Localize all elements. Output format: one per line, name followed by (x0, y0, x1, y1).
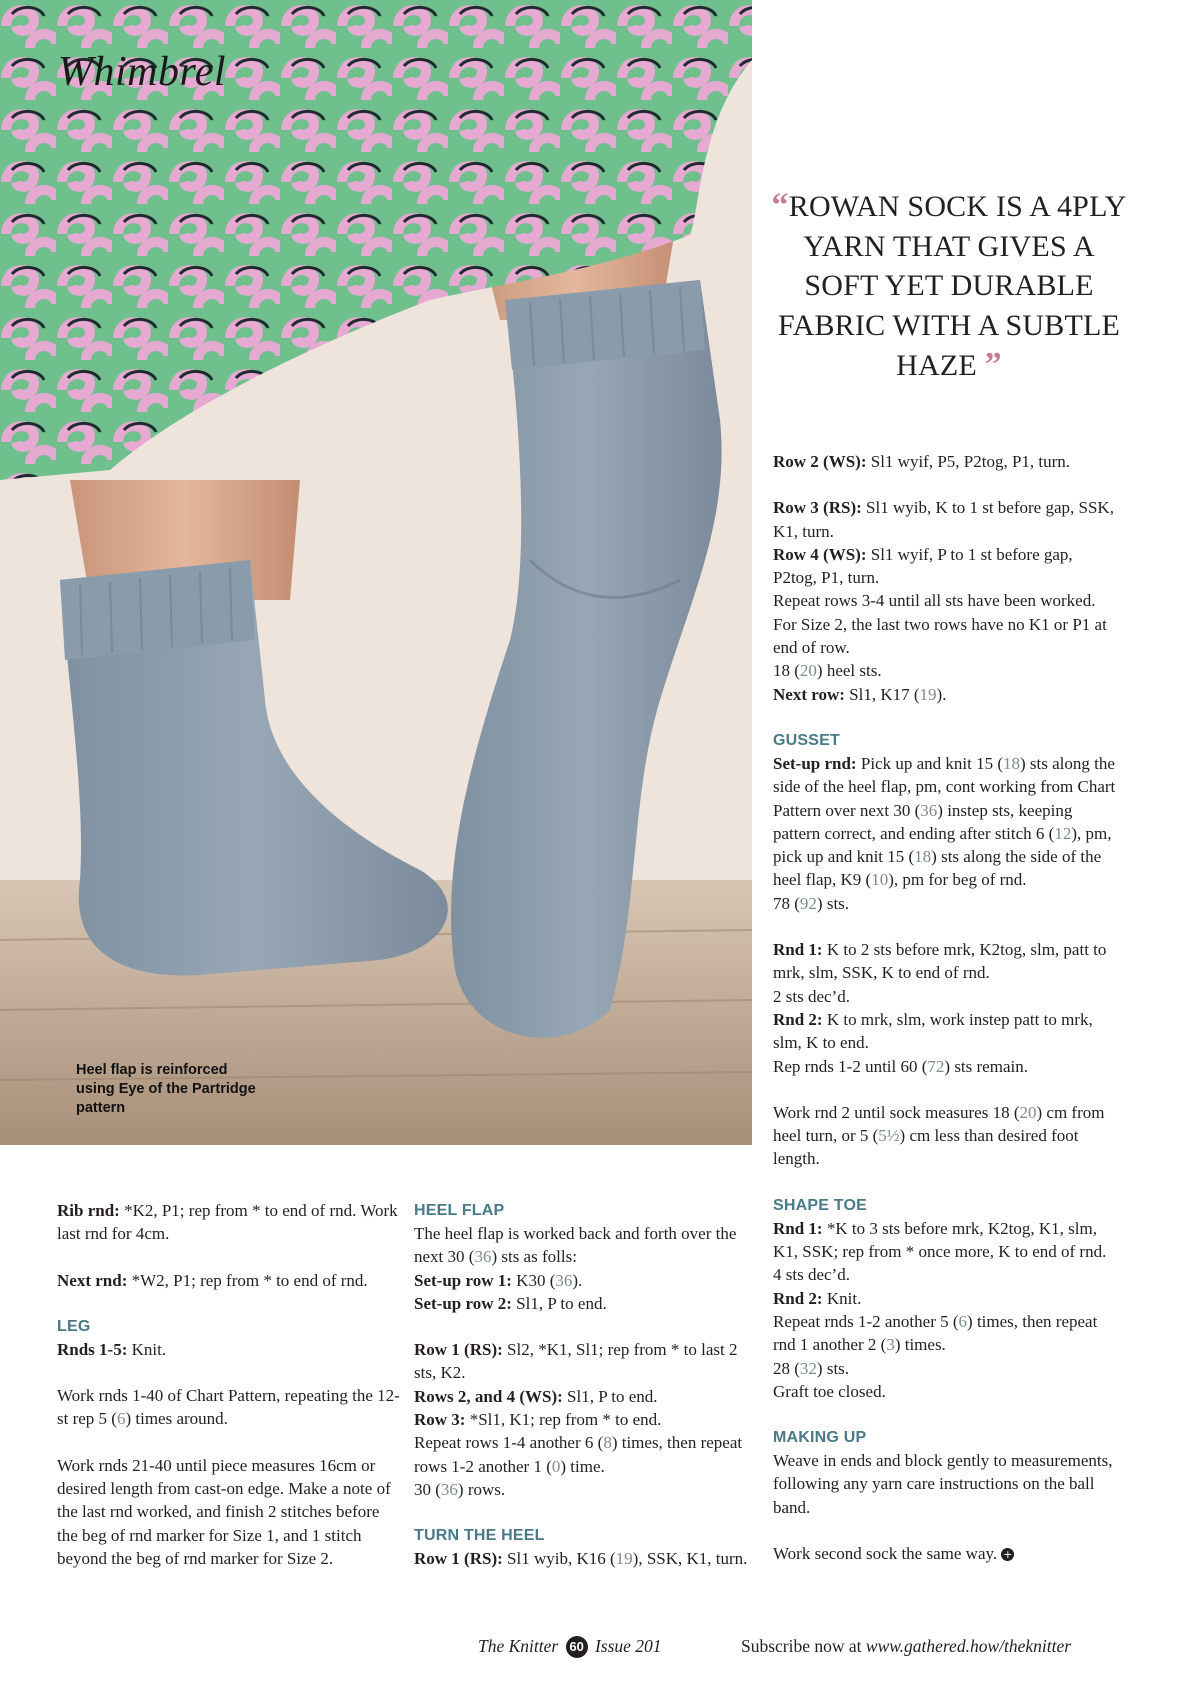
rib-rnd-instruction: Rib rnd: *K2, P1; rep from * to end of rnd. Work last rnd for 4cm. (57, 1201, 398, 1244)
row-3-instruction: Row 3: *Sl1, K1; rep from * to end. (414, 1410, 662, 1430)
magazine-name: The Knitter (478, 1636, 559, 1656)
heel-flap-intro: The heel flap is worked back and forth over the next 30 (36) sts as folls: (414, 1224, 737, 1267)
work-rnds-instruction: Work rnds 21-40 until piece measures 16cm or desired length from cast-on edge. Make a note of the last rnd worked, and finish 2 stitches before the beg of rnd marker for Size 1, and 1 stitch beyond the beg of rnd marker for Size 2. (57, 1455, 391, 1568)
section-heading-heel-flap: HEEL FLAP (414, 1202, 505, 1219)
subscribe-link[interactable]: www.gathered.how/theknitter (865, 1636, 1072, 1656)
column-1 (57, 1199, 402, 1593)
graft-instruction: Graft toe closed. (773, 1381, 886, 1401)
pull-quote (764, 186, 1134, 386)
toe-rnd-1-instruction: Rnd 1: *K to 3 sts before mrk, K2tog, K1, slm, K1, SSK; rep from * once more, K to end of rnd. 4 sts dec’d. (773, 1218, 1107, 1285)
toe-rnd-2-instruction: Rnd 2: Knit. (773, 1288, 862, 1308)
photo-caption: Heel flap is reinforced using Eye of the Partridge pattern (76, 1062, 256, 1116)
repeat-rows-instruction: Repeat rows 3-4 until all sts have been worked. For Size 2, the last two rows have no K1 or P1 at end of row. (773, 591, 1107, 658)
page-number: 60 (566, 1636, 588, 1658)
close-quote-mark: ” (984, 346, 1002, 383)
second-sock-instruction: Work second sock the same way. + (773, 1543, 1013, 1563)
subscribe-text: Subscribe now at (741, 1636, 866, 1656)
article-kicker: Whimbrel (58, 49, 227, 95)
next-rnd-instruction: Next rnd: *W2, P1; rep from * to end of rnd. (57, 1270, 368, 1290)
section-heading-turn-heel: TURN THE HEEL (414, 1527, 545, 1545)
rnd-2-instruction: Rnd 2: K to mrk, slm, work instep patt to mrk, slm, K to end. (773, 1009, 1093, 1053)
pull-quote-text: ROWAN SOCK IS A 4PLY YARN THAT GIVES A SOFT YET DURABLE FABRIC WITH A SUBTLE HAZE (777, 190, 1127, 382)
rnds-1-5-instruction: Rnds 1-5: Knit. (57, 1339, 167, 1359)
rep-rnds-instruction: Rep rnds 1-2 until 60 (72) sts remain. (773, 1056, 1028, 1076)
column-2 (414, 1199, 754, 1594)
row-2-ws-instruction: Row 2 (WS): Sl1 wyif, P5, P2tog, P1, turn. (773, 452, 1071, 471)
end-mark-icon: + (1003, 1547, 1013, 1561)
setup-rnd-instruction: Set-up rnd: Pick up and knit 15 (18) sts along the side of the heel flap, pm, cont working from Chart Pattern over next 30 (36) instep sts, keeping pattern correct, and ending after stitch 6 (12), pm, pick up and knit 15 (18) sts along the side of the heel flap, K9 (10), pm for beg of rnd. (773, 753, 1116, 890)
toe-sts-count: 28 (32) sts. (773, 1358, 850, 1378)
rnd-1-instruction: Rnd 1: K to 2 sts before mrk, K2tog, slm, patt to mrk, slm, SSK, K to end of rnd. (773, 940, 1107, 983)
heel-sts-count: 18 (20) heel sts. (773, 661, 882, 681)
page-footer-subscribe (741, 1636, 1071, 1657)
row-1-instruction: Row 1 (RS): Sl2, *K1, Sl1; rep from * to last 2 sts, K2. (414, 1340, 738, 1383)
issue-number: Issue 201 (594, 1636, 662, 1656)
open-quote-mark: “ (771, 187, 789, 224)
section-heading-making-up: MAKING UP (773, 1429, 867, 1447)
sock-photo-illustration (0, 0, 752, 1145)
rows-count: 30 (36) rows. (414, 1479, 506, 1499)
row-3-rs-instruction: Row 3 (RS): Sl1 wyib, K to 1 st before gap, SSK, K1, turn. (773, 498, 1114, 541)
section-heading-shape-toe: SHAPE TOE (773, 1196, 867, 1214)
rnd-1-dec: 2 sts dec’d. (773, 986, 850, 1006)
section-heading-gusset: GUSSET (773, 731, 840, 749)
chart-instruction: Work rnds 1-40 of Chart Pattern, repeating the 12-st rep 5 (6) times around. (57, 1386, 400, 1429)
rows-2-4-instruction: Rows 2, and 4 (WS): Sl1, P to end. (414, 1386, 658, 1406)
making-up-instruction: Weave in ends and block gently to measurements, following any yarn care instructions on the ball band. (773, 1451, 1113, 1517)
work-rnd-2-instruction: Work rnd 2 until sock measures 18 (20) cm from heel turn, or 5 (5½) cm less than desired foot length. (773, 1102, 1105, 1169)
setup-row-1: Set-up row 1: K30 (36). (414, 1270, 583, 1290)
column-3 (773, 450, 1118, 1588)
row-4-ws-instruction: Row 4 (WS): Sl1 wyif, P to 1 st before gap, P2tog, P1, turn. (773, 544, 1073, 588)
next-row-instruction: Next row: Sl1, K17 (19). (773, 684, 947, 704)
repeat-instruction: Repeat rows 1-4 another 6 (8) times, then repeat rows 1-2 another 1 (0) time. (414, 1433, 743, 1476)
section-heading-leg: LEG (57, 1317, 91, 1335)
gusset-sts-count: 78 (92) sts. (773, 893, 850, 913)
hero-photo (0, 0, 752, 1145)
toe-repeat-instruction: Repeat rnds 1-2 another 5 (6) times, then repeat rnd 1 another 2 (3) times. (773, 1311, 1098, 1355)
turn-row-1-instruction: Row 1 (RS): Sl1 wyib, K16 (19), SSK, K1, turn. (414, 1549, 748, 1569)
page-footer-issue (478, 1636, 662, 1658)
setup-row-2: Set-up row 2: Sl1, P to end. (414, 1293, 607, 1313)
